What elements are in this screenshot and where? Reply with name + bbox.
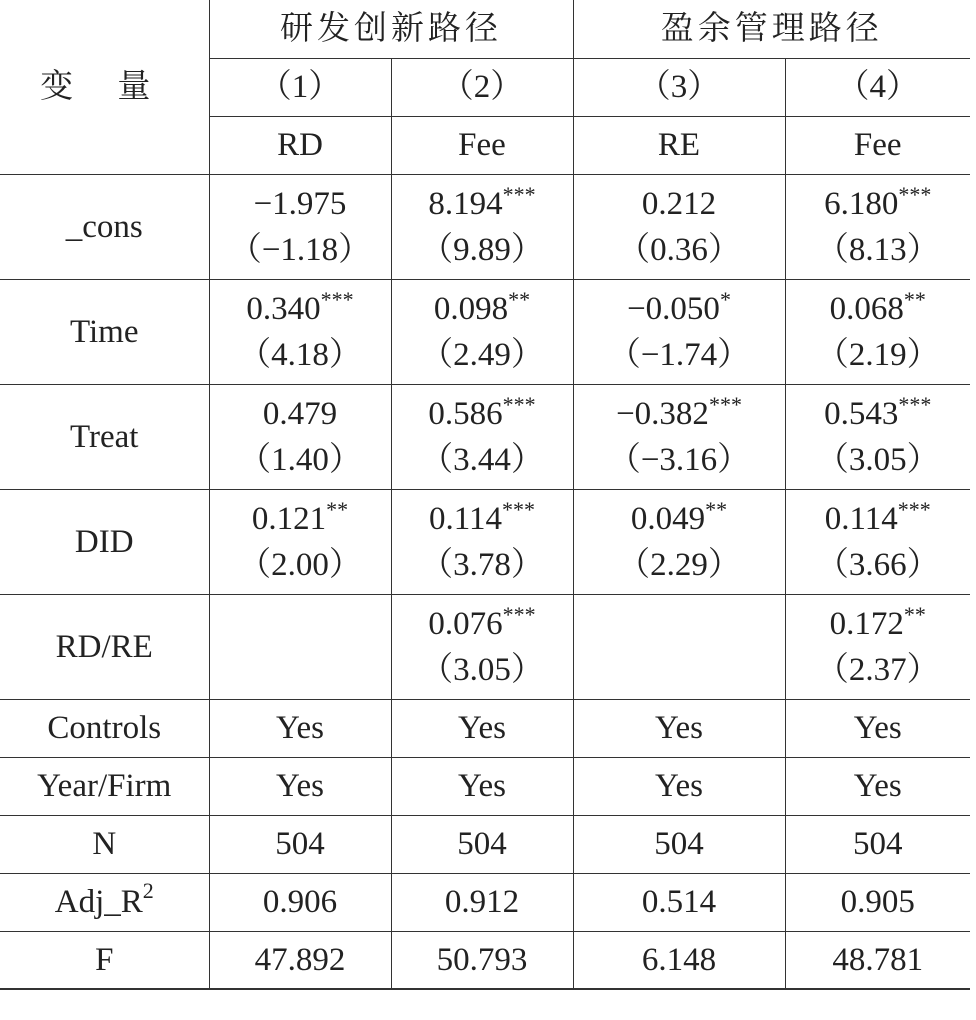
col-num-3: （3）: [573, 58, 785, 116]
row-label: Time: [0, 279, 209, 384]
t-statistic: （2.49）: [420, 336, 544, 373]
t-statistic: （4.18）: [238, 336, 362, 373]
row-label: Year/Firm: [0, 757, 209, 815]
dep-var-1: RD: [209, 116, 391, 174]
cell: 50.793: [391, 931, 573, 989]
cell: 504: [785, 815, 970, 873]
coefficient: 0.543***: [824, 391, 932, 432]
cell: [573, 384, 785, 489]
row-label: $Adj\_R^2$: [0, 873, 209, 931]
t-statistic: （2.37）: [815, 651, 940, 688]
table-row-controls: [0, 699, 970, 757]
cell: [209, 174, 391, 279]
cell: Yes: [209, 699, 391, 757]
t-statistic: （2.29）: [617, 546, 741, 583]
cell: 6.148: [573, 931, 785, 989]
coefficient: −0.382***: [616, 391, 742, 432]
row-label: RD/RE: [0, 594, 209, 699]
coefficient: 0.479: [262, 395, 338, 432]
empty-cell: [573, 594, 785, 699]
empty-cell: [209, 594, 391, 699]
cell: Yes: [209, 757, 391, 815]
coefficient: 0.586***: [428, 391, 536, 432]
row-label: F: [0, 931, 209, 989]
cell: [209, 384, 391, 489]
cell: 504: [209, 815, 391, 873]
t-statistic: （3.05）: [420, 651, 544, 688]
t-statistic: （3.66）: [815, 546, 940, 583]
table-row-treat: [0, 384, 970, 489]
coefficient: 0.340***: [246, 286, 354, 327]
table-row-n: [0, 815, 970, 873]
cell: 47.892: [209, 931, 391, 989]
t-statistic: （3.05）: [815, 441, 940, 478]
coefficient: 0.076***: [428, 601, 536, 642]
cell: Yes: [573, 699, 785, 757]
variable-header: 变 量: [0, 0, 209, 174]
cell: [785, 279, 970, 384]
row-label: _cons: [0, 174, 209, 279]
coefficient: 0.212: [641, 185, 717, 222]
t-statistic: （−1.74）: [607, 336, 751, 373]
coefficient: 0.114***: [824, 496, 931, 537]
cell: [573, 279, 785, 384]
cell: [391, 279, 573, 384]
coefficient: 8.194***: [428, 181, 536, 222]
table-row-time: [0, 279, 970, 384]
t-statistic: （8.13）: [815, 231, 940, 268]
cell: [391, 489, 573, 594]
cell: [391, 384, 573, 489]
table-row-adjr2: [0, 873, 970, 931]
t-statistic: （3.44）: [420, 441, 544, 478]
dep-var-4: Fee: [785, 116, 970, 174]
cell: Yes: [785, 757, 970, 815]
coefficient: 0.114***: [428, 496, 536, 537]
cell: [573, 174, 785, 279]
coefficient: 0.172**: [829, 601, 926, 642]
cell: 0.514: [573, 873, 785, 931]
cell: 504: [391, 815, 573, 873]
t-statistic: （9.89）: [420, 231, 544, 268]
group-header-rd-path: 研发创新路径: [209, 0, 573, 58]
header-row-groups: [0, 0, 970, 58]
coefficient: −0.050*: [627, 286, 731, 327]
dep-var-3: RE: [573, 116, 785, 174]
t-statistic: （2.19）: [815, 336, 940, 373]
cell: Yes: [573, 757, 785, 815]
cell: [573, 489, 785, 594]
cell: [785, 489, 970, 594]
table-row-rdre: [0, 594, 970, 699]
row-label: DID: [0, 489, 209, 594]
cell: [785, 174, 970, 279]
table-row-yearfirm: [0, 757, 970, 815]
cell: 504: [573, 815, 785, 873]
cell: Yes: [391, 699, 573, 757]
t-statistic: （−1.18）: [228, 231, 372, 268]
table-row-f: [0, 931, 970, 989]
t-statistic: （2.00）: [238, 546, 362, 583]
table-row-cons: [0, 174, 970, 279]
coefficient: 0.098**: [433, 286, 531, 327]
cell: 48.781: [785, 931, 970, 989]
row-label: N: [0, 815, 209, 873]
cell: [391, 174, 573, 279]
cell: Yes: [785, 699, 970, 757]
coefficient: 0.068**: [829, 286, 926, 327]
t-statistic: （3.78）: [420, 546, 544, 583]
cell: [785, 594, 970, 699]
col-num-1: （1）: [209, 58, 391, 116]
coefficient: 0.121**: [251, 496, 349, 537]
col-num-2: （2）: [391, 58, 573, 116]
cell: [391, 594, 573, 699]
col-num-4: （4）: [785, 58, 970, 116]
cell: [785, 384, 970, 489]
table-row-did: [0, 489, 970, 594]
coefficient: −1.975: [253, 185, 347, 222]
cell: [209, 279, 391, 384]
cell: Yes: [391, 757, 573, 815]
t-statistic: （0.36）: [617, 231, 741, 268]
row-label: Treat: [0, 384, 209, 489]
cell: 0.912: [391, 873, 573, 931]
cell: [209, 489, 391, 594]
row-label: Controls: [0, 699, 209, 757]
t-statistic: （1.40）: [238, 441, 362, 478]
cell: 0.906: [209, 873, 391, 931]
group-header-earnings-path: 盈余管理路径: [573, 0, 970, 58]
t-statistic: （−3.16）: [607, 441, 751, 478]
coefficient: 6.180***: [824, 181, 932, 222]
dep-var-2: Fee: [391, 116, 573, 174]
cell: 0.905: [785, 873, 970, 931]
coefficient: 0.049**: [630, 496, 728, 537]
